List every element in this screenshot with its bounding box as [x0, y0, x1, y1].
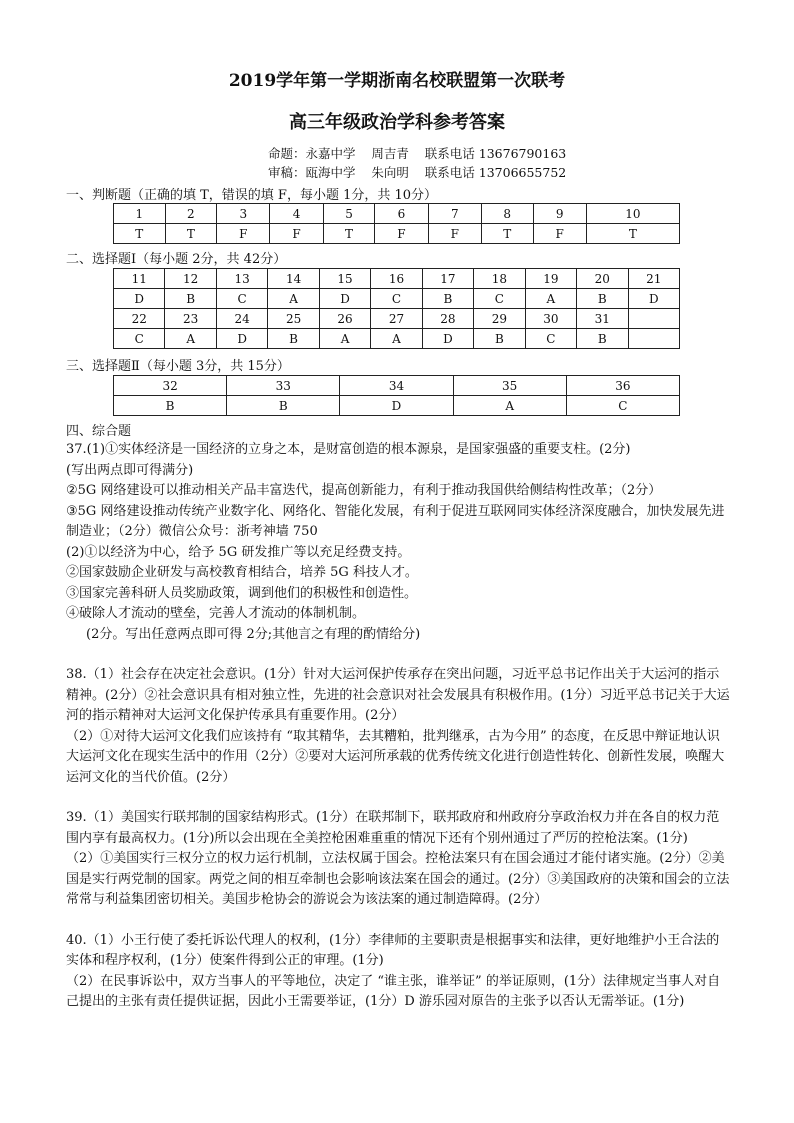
question-number: 31 [577, 309, 628, 329]
question-number: 17 [422, 269, 473, 289]
choice-2-answer-table [113, 375, 680, 416]
answer-cell: B [165, 289, 216, 309]
question-number: 30 [525, 309, 576, 329]
answer-cell: C [371, 289, 422, 309]
answer-paragraph: ②5G 网络建设可以推动相关产品丰富迭代，提高创新能力，有利于推动我国供给侧结构性改革；（2分） [66, 483, 662, 498]
answer-cell: A [268, 289, 319, 309]
answer-paragraph: （2）①美国实行三权分立的权力运行机制，立法权属于国会。控枪法案只有在国会通过才能付诸实施。(2分）②美国是实行两党制的国家。两党之间的相互牵制也会影响该法案在国会的通过。(2分）③美国政府的决策和国会的立法常常与利益集团密切相关。美国步枪协会的游说会为该法案的通过制造障碍。(2分） [66, 851, 730, 907]
section-3-title: 三、选择题Ⅱ（每小题 3分，共 15分） [66, 359, 290, 374]
question-number: 15 [319, 269, 370, 289]
answer-paragraph: (2)①以经济为中心，给予 5G 研发推广等以充足经费支持。 [66, 544, 411, 560]
section-4-title: 四、综合题 [66, 424, 132, 439]
section-1-title: 一、判断题（正确的填 T，错误的填 F，每小题 1分，共 10分） [66, 188, 438, 203]
answer-cell: B [268, 329, 319, 349]
answer-cell: D [319, 289, 370, 309]
answer-paragraph: 39.（1）美国实行联邦制的国家结构形式。(1分）在联邦制下，联邦政府和州政府分享政治权力并在各自的权力范围内享有最高权力。(1分)所以会出现在全美控枪困难重重的情况下还有个别州通过了严厉的控枪法案。(1分) [66, 810, 720, 846]
answer-cell: T [114, 224, 166, 244]
question-number: 14 [268, 269, 319, 289]
answer-paragraph: 37.(1)①实体经济是一国经济的立身之本，是财富创造的根本源泉，是国家强盛的重要支柱。(2分) [66, 442, 631, 457]
table-row [114, 309, 680, 329]
answer-cell: F [375, 224, 428, 244]
answer-paragraph: 38.（1）社会存在决定社会意识。(1分）针对大运河保护传承存在突出问题，习近平总书记作出关于大运河的指示精神。(2分）②社会意识具有相对独立性，先进的社会意识对社会发展具有积极作用。(1分）习近平总书记关于大运河的指示精神对大运河文化保护传承具有重要作用。(2分） [66, 667, 730, 723]
reviewer-line: 审稿：瓯海中学 朱向明 联系电话 13706655752 [268, 165, 567, 180]
question-number: 19 [525, 269, 576, 289]
question-number: 28 [422, 309, 473, 329]
answer-cell: B [114, 396, 227, 416]
judgement-answer-table [113, 203, 680, 244]
comprehensive-answers [66, 440, 730, 1013]
question-number: 27 [371, 309, 422, 329]
question-number: 18 [474, 269, 525, 289]
answer-cell: B [422, 289, 473, 309]
table-row [114, 396, 680, 416]
question-number: 5 [323, 204, 375, 224]
answer-cell: F [428, 224, 481, 244]
answer-cell: C [216, 289, 267, 309]
answer-paragraph: ④破除人才流动的壁垒，完善人才流动的体制机制。 [66, 606, 366, 621]
answer-paragraph: ③5G 网络建设推动传统产业数字化、网络化、智能化发展，有利于促进互联网同实体经济深度融合，加快发展先进制造业；（2分）微信公众号：浙考神墙 750 [66, 503, 725, 539]
question-number: 1 [114, 204, 166, 224]
question-number: 7 [428, 204, 481, 224]
author-line: 命题：永嘉中学 周吉青 联系电话 13676790163 [268, 146, 567, 161]
answer-paragraph: （2）在民事诉讼中，双方当事人的平等地位，决定了 “谁主张，谁举证” 的举证原则，(1分）法律规定当事人对自己提出的主张有责任提供证据，因此小王需要举证，(1分）D 游乐园对原告的主张予以否认无需举证。(1分) [66, 973, 721, 1009]
question-number: 6 [375, 204, 428, 224]
question-number: 20 [577, 269, 628, 289]
question-number: 13 [216, 269, 267, 289]
question-number: 25 [268, 309, 319, 329]
choice-1-answer-table [113, 268, 680, 349]
question-number: 16 [371, 269, 422, 289]
question-number: 26 [319, 309, 370, 329]
question-number: 33 [227, 376, 340, 396]
answer-cell: C [566, 396, 679, 416]
answer-paragraph: ②国家鼓励企业研发与高校教育相结合，培养 5G 科技人才。 [66, 565, 418, 580]
answer-cell: A [165, 329, 216, 349]
answer-cell: A [453, 396, 566, 416]
answer-cell: F [533, 224, 586, 244]
answer-cell: B [577, 329, 628, 349]
question-number: 21 [628, 269, 679, 289]
answer-paragraph: (写出两点即可得满分) [66, 462, 194, 478]
question-number: 23 [165, 309, 216, 329]
answer-cell: C [114, 329, 165, 349]
exam-title: 2019学年第一学期浙南名校联盟第一次联考 [228, 71, 566, 91]
section-2-title: 二、选择题Ⅰ（每小题 2分，共 42分） [66, 252, 287, 267]
question-number: 29 [474, 309, 525, 329]
question-number: 10 [586, 204, 679, 224]
answer-cell: T [323, 224, 375, 244]
table-row [114, 224, 680, 244]
answer-cell: D [628, 289, 679, 309]
empty-cell [628, 309, 679, 329]
answer-cell: A [371, 329, 422, 349]
answer-cell: T [165, 224, 217, 244]
answer-cell: F [270, 224, 323, 244]
answer-paragraph: 40.（1）小王行使了委托诉讼代理人的权利，(1分）李律师的主要职责是根据事实和法律，更好地维护小王合法的实体和程序权利，(1分）使案件得到公正的审理。(1分) [66, 932, 720, 968]
question-number: 2 [165, 204, 217, 224]
answer-cell: C [474, 289, 525, 309]
answer-cell: F [217, 224, 270, 244]
question-number: 4 [270, 204, 323, 224]
answer-cell: A [319, 329, 370, 349]
question-number: 22 [114, 309, 165, 329]
question-number: 8 [481, 204, 533, 224]
empty-cell [628, 329, 679, 349]
question-number: 36 [566, 376, 679, 396]
answer-cell: D [340, 396, 453, 416]
answer-cell: D [422, 329, 473, 349]
table-row [114, 204, 680, 224]
question-number: 35 [453, 376, 566, 396]
answer-cell: T [586, 224, 679, 244]
answer-cell: D [216, 329, 267, 349]
question-number: 32 [114, 376, 227, 396]
answer-cell: B [474, 329, 525, 349]
question-number: 24 [216, 309, 267, 329]
question-number: 12 [165, 269, 216, 289]
table-row [114, 376, 680, 396]
answer-paragraph: (2分。写出任意两点即可得 2分;其他言之有理的酌情给分) [86, 626, 421, 642]
answer-cell: T [481, 224, 533, 244]
table-row [114, 289, 680, 309]
question-number: 9 [533, 204, 586, 224]
question-number: 11 [114, 269, 165, 289]
table-row [114, 329, 680, 349]
answer-paragraph: （2）①对待大运河文化我们应该持有 “取其精华，去其糟粕，批判继承，古为今用” 的态度，在反思中辩证地认识大运河文化在现实生活中的作用（2分）②要对大运河所承载的优秀传统文化进行创造性转化、创新性发展，唤醒大运河文化的当代价值。(2分） [66, 728, 725, 785]
question-number: 34 [340, 376, 453, 396]
question-number: 3 [217, 204, 270, 224]
answer-cell: A [525, 289, 576, 309]
answer-cell: D [114, 289, 165, 309]
answer-cell: B [227, 396, 340, 416]
answer-cell: C [525, 329, 576, 349]
answer-paragraph: ③国家完善科研人员奖励政策，调到他们的积极性和创造性。 [66, 585, 418, 601]
table-row [114, 269, 680, 289]
answer-key-title: 高三年级政治学科参考答案 [289, 112, 505, 133]
answer-cell: B [577, 289, 628, 309]
